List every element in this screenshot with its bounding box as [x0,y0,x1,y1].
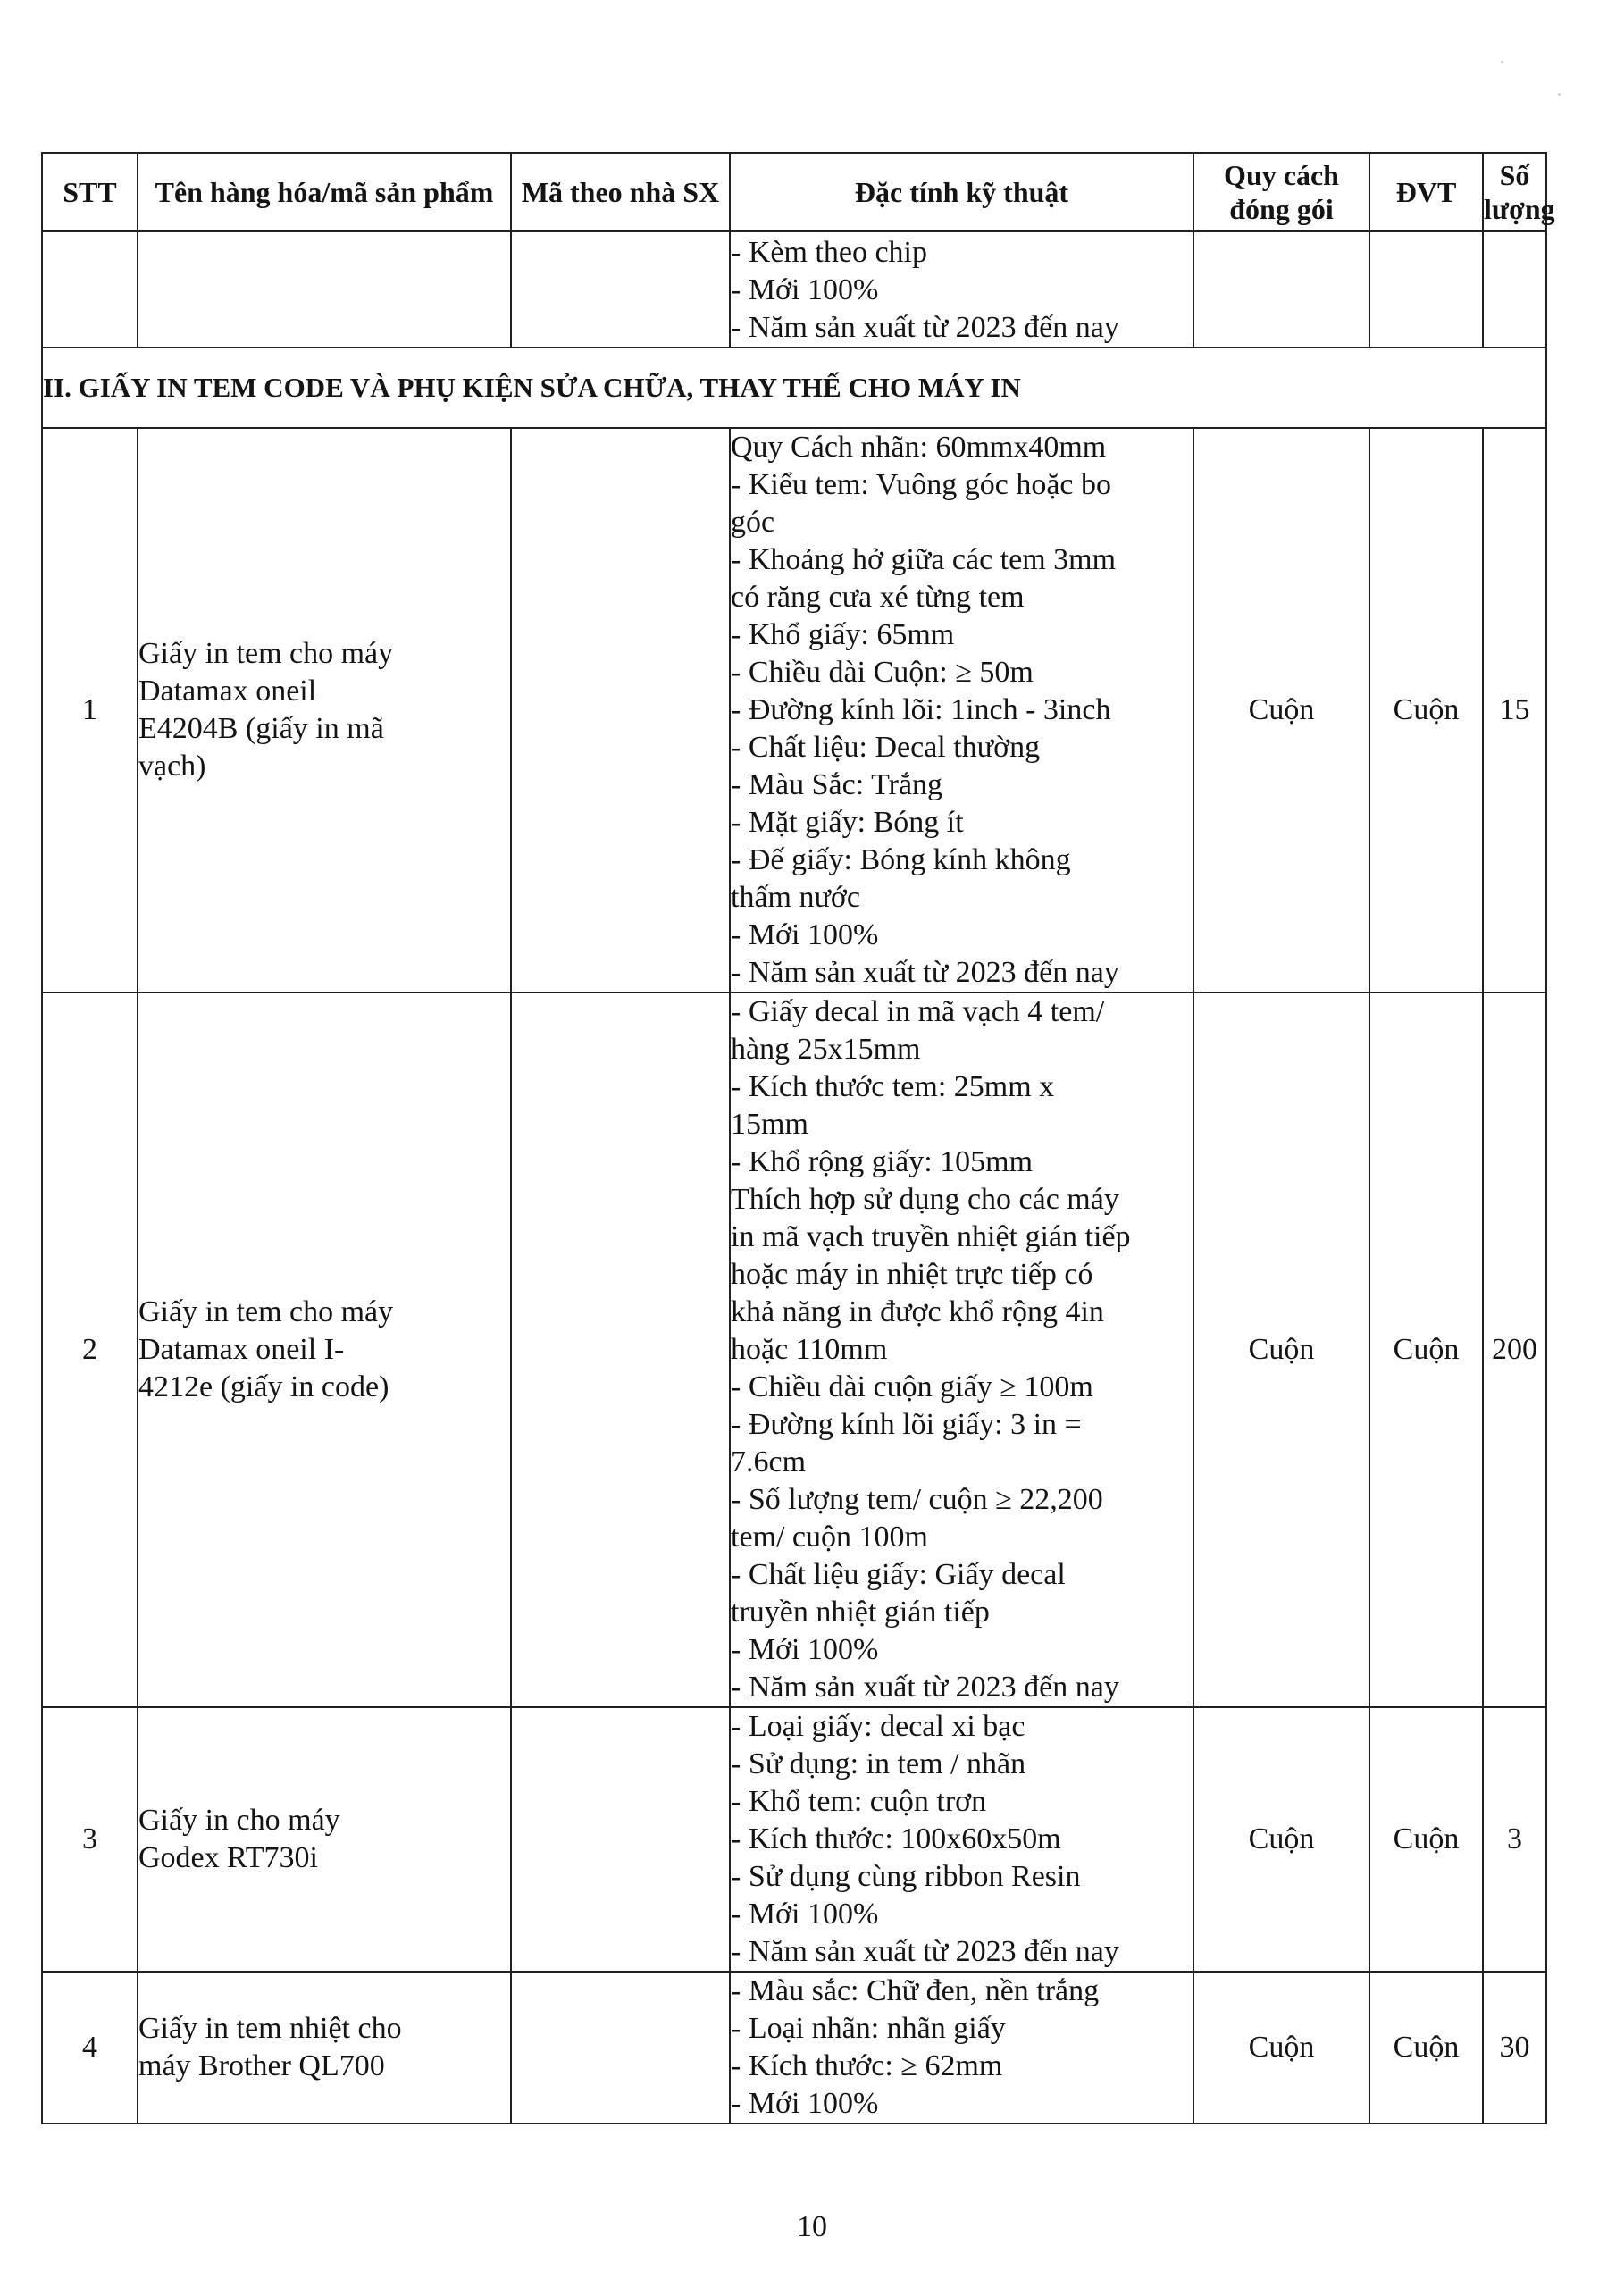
row-unit: Cuộn [1369,1707,1483,1972]
spec-line: truyền nhiệt gián tiếp [731,1596,990,1629]
name-line: Giấy in tem cho máy [138,637,394,670]
row-product-name [138,428,511,993]
row-packaging: Cuộn [1193,993,1369,1707]
scan-speck [1501,61,1503,63]
spec-line: - Kiểu tem: Vuông góc hoặc bo [731,468,1112,501]
row-packaging: Cuộn [1193,1972,1369,2124]
row-product-name [138,993,511,1707]
row-unit: Cuộn [1369,428,1483,993]
spec-line: khả năng in được khổ rộng 4in [731,1295,1104,1328]
spec-line: - Kích thước: ≥ 62mm [731,2049,1003,2082]
name-line: 4212e (giấy in code) [138,1370,389,1403]
continuation-unit [1369,231,1483,348]
continuation-quantity [1483,231,1546,348]
spec-line: - Kèm theo chip [731,236,927,269]
spec-line: - Mới 100% [731,273,879,306]
spec-line: - Năm sản xuất từ 2023 đến nay [731,956,1119,989]
scan-speck [1558,93,1561,96]
row-specs [730,993,1193,1707]
continuation-packaging [1193,231,1369,348]
header-unit: ĐVT [1369,153,1483,231]
spec-line: - Năm sản xuất từ 2023 đến nay [731,311,1119,344]
spec-line: - Chất liệu giấy: Giấy decal [731,1558,1066,1591]
row-specs [730,428,1193,993]
row-quantity: 30 [1483,1972,1546,2124]
row-quantity: 3 [1483,1707,1546,1972]
spec-line: - Khổ tem: cuộn trơn [731,1785,987,1818]
table-row [42,1707,1546,1972]
spec-line: - Loại nhãn: nhãn giấy [731,2012,1006,2045]
name-line: E4204B (giấy in mã [138,712,384,745]
header-quantity: Số lượng [1483,153,1546,231]
spec-line: Thích hợp sử dụng cho các máy [731,1183,1119,1216]
continuation-product [138,231,511,348]
spec-line: - Màu sắc: Chữ đen, nền trắng [731,1974,1100,2007]
row-stt: 4 [42,1972,138,2124]
row-packaging: Cuộn [1193,428,1369,993]
spec-line: - Sử dụng cùng ribbon Resin [731,1860,1081,1893]
row-unit: Cuộn [1369,993,1483,1707]
row-specs [730,1707,1193,1972]
table-row [42,993,1546,1707]
spec-line: có răng cưa xé từng tem [731,581,1025,614]
row-stt: 3 [42,1707,138,1972]
spec-line: Quy Cách nhãn: 60mmx40mm [731,431,1107,464]
name-line: Datamax oneil I- [138,1333,345,1366]
spec-line: - Kích thước: 100x60x50m [731,1822,1061,1856]
row-product-name [138,1707,511,1972]
name-line: Godex RT730i [138,1841,318,1874]
name-line: vạch) [138,750,206,783]
spec-line: - Mới 100% [731,2087,879,2120]
header-specs: Đặc tính kỹ thuật [730,153,1193,231]
header-product: Tên hàng hóa/mã sản phẩm [138,153,511,231]
header-manufacturer-code: Mã theo nhà SX [511,153,730,231]
spec-line: - Đường kính lõi giấy: 3 in = [731,1408,1082,1441]
spec-line: góc [731,506,775,539]
header-stt: STT [42,153,138,231]
spec-line: - Đường kính lõi: 1inch - 3inch [731,693,1111,726]
spec-line: - Khoảng hở giữa các tem 3mm [731,543,1117,576]
spec-line: - Khổ giấy: 65mm [731,618,955,651]
continuation-code [511,231,730,348]
continuation-row [42,231,1546,348]
header-packaging: Quy cách đóng gói [1193,153,1369,231]
spec-line: - Chiều dài cuộn giấy ≥ 100m [731,1370,1093,1403]
spec-line: - Năm sản xuất từ 2023 đến nay [731,1935,1119,1968]
spec-line: in mã vạch truyền nhiệt gián tiếp [731,1220,1131,1253]
row-quantity: 200 [1483,993,1546,1707]
spec-line: - Kích thước tem: 25mm x [731,1070,1055,1103]
spec-line: hoặc 110mm [731,1333,888,1366]
spec-line: - Chiều dài Cuộn: ≥ 50m [731,656,1034,689]
spec-line: - Đế giấy: Bóng kính không [731,843,1071,876]
spec-line: - Mặt giấy: Bóng ít [731,806,964,839]
row-stt: 1 [42,428,138,993]
spec-line: - Số lượng tem/ cuộn ≥ 22,200 [731,1483,1103,1516]
row-stt: 2 [42,993,138,1707]
spec-line: tem/ cuộn 100m [731,1520,928,1554]
section-title: II. GIẤY IN TEM CODE VÀ PHỤ KIỆN SỬA CHỮA, THAY THẾ CHO MÁY IN [42,348,1546,428]
spec-line: thấm nước [731,881,860,914]
row-unit: Cuộn [1369,1972,1483,2124]
spec-line: - Loại giấy: decal xi bạc [731,1710,1025,1743]
name-line: Giấy in cho máy [138,1804,340,1837]
spec-line: hàng 25x15mm [731,1033,921,1066]
page-number: 10 [797,2210,827,2243]
continuation-stt [42,231,138,348]
spec-line: - Sử dụng: in tem / nhãn [731,1747,1026,1780]
header-row [42,153,1546,231]
name-line: Giấy in tem cho máy [138,1295,394,1328]
name-line: Datamax oneil [138,674,317,708]
spec-line: - Giấy decal in mã vạch 4 tem/ [731,995,1105,1028]
spec-line: - Chất liệu: Decal thường [731,731,1041,764]
row-packaging: Cuộn [1193,1707,1369,1972]
spec-line: - Năm sản xuất từ 2023 đến nay [731,1671,1119,1704]
section-row [42,348,1546,428]
row-manufacturer-code [511,993,730,1707]
continuation-specs [730,231,1193,348]
spec-line: 15mm [731,1108,808,1141]
spec-line: - Khổ rộng giấy: 105mm [731,1145,1034,1178]
name-line: máy Brother QL700 [138,2049,385,2082]
name-line: Giấy in tem nhiệt cho [138,2012,402,2045]
spec-line: - Mới 100% [731,1897,879,1931]
row-quantity: 15 [1483,428,1546,993]
spec-line: hoặc máy in nhiệt trực tiếp có [731,1258,1093,1291]
spec-line: 7.6cm [731,1445,807,1479]
table-row [42,1972,1546,2124]
row-manufacturer-code [511,1972,730,2124]
row-manufacturer-code [511,428,730,993]
row-specs [730,1972,1193,2124]
spec-line: - Mới 100% [731,918,879,951]
table-row [42,428,1546,993]
spec-line: - Mới 100% [731,1633,879,1666]
row-manufacturer-code [511,1707,730,1972]
row-product-name [138,1972,511,2124]
spec-line: - Màu Sắc: Trắng [731,768,943,801]
spec-table [41,152,1555,2124]
